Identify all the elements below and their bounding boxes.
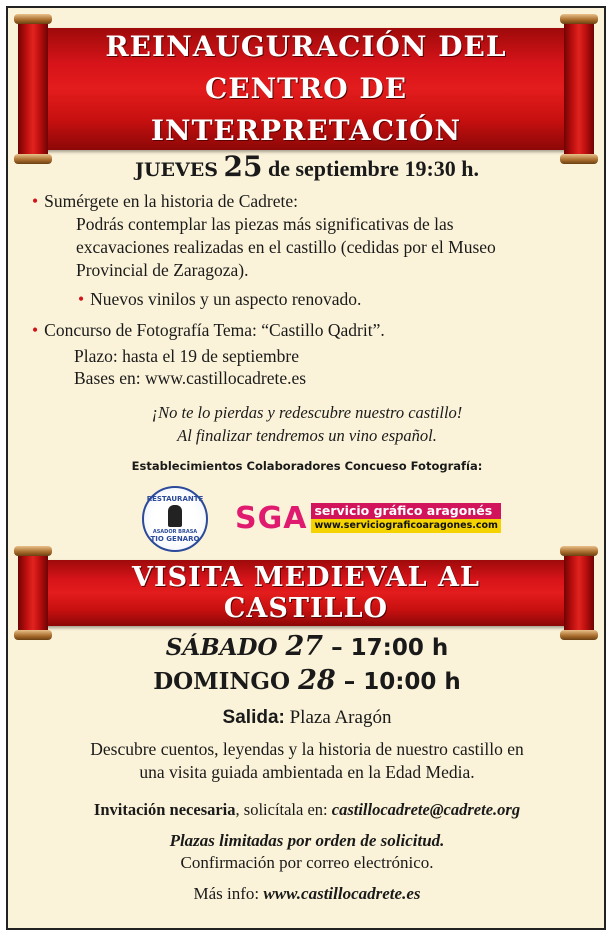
sga-short: SGA — [235, 500, 308, 536]
sat-time: – 17:00 h — [331, 635, 449, 661]
banner-title — [48, 18, 564, 160]
rest-bottom: TIO GENARO — [150, 535, 200, 543]
scroll-right — [564, 550, 594, 636]
banner2-title: VISITA MEDIEVAL AL CASTILLO — [132, 562, 480, 624]
sat-label: SÁBADO — [165, 634, 278, 661]
sunday-schedule — [0, 665, 614, 696]
bullet-vinilos: • Nuevos vinilos y un aspecto renovado. — [78, 288, 361, 311]
plazo: Plazo: hasta el 19 de septiembre — [74, 346, 299, 366]
event1-time: 19:30 h. — [404, 156, 479, 181]
sun-time: – 10:00 h — [343, 669, 461, 695]
scroll-left — [18, 18, 48, 160]
website-link[interactable]: www.castillocadrete.es — [263, 884, 421, 903]
invitacion-text: , solicítala en: — [235, 800, 332, 819]
chef-figure-icon — [168, 505, 182, 527]
email-link[interactable]: castillocadrete@cadrete.org — [331, 800, 521, 819]
scroll-left — [18, 550, 48, 636]
sun-num: 28 — [298, 665, 336, 696]
desc-line-1: Podrás contemplar las piezas más significativas de las — [76, 214, 454, 234]
bullet-concurso: • Concurso de Fotografía Tema: “Castillo Qadrit”. — [32, 319, 385, 342]
event1-day: JUEVES — [135, 159, 218, 181]
slogan-2: Al finalizar tendremos un vino español. — [177, 426, 437, 445]
saturday-schedule — [0, 631, 614, 662]
scroll-right — [564, 18, 594, 160]
banner-line-1: REINAUGURACIÓN DEL — [105, 30, 507, 63]
rest-top: RESTAURANTE — [146, 495, 204, 503]
mas-info — [0, 884, 614, 904]
desc-line-2: excavaciones realizadas en el castillo (cedidas por el Museo — [76, 237, 496, 257]
salida-label: Salida: — [222, 707, 285, 728]
confirmacion: Confirmación por correo electrónico. — [180, 853, 434, 872]
banner-title — [48, 550, 564, 636]
plazas-limitadas: Plazas limitadas por orden de solicitud. — [169, 831, 445, 850]
sat-num: 27 — [285, 631, 324, 662]
restaurante-logo — [142, 486, 208, 552]
banner-reinauguracion — [8, 18, 604, 160]
event1-month: de septiembre — [267, 156, 399, 181]
event1-date — [0, 150, 614, 183]
event1-daynum: 25 — [223, 150, 263, 183]
invitacion — [0, 800, 614, 820]
banner-visita — [8, 550, 604, 636]
sga-url: www.serviciograficoaragones.com — [311, 519, 500, 533]
establecimientos-label: Establecimientos Colaboradores Concueso Fotografía: — [131, 459, 483, 473]
bullet-sumergete: • Sumérgete en la historia de Cadrete: — [32, 190, 298, 213]
salida-value: Plaza Aragón — [289, 707, 392, 728]
visit-desc-1: Descubre cuentos, leyendas y la historia de nuestro castillo en — [90, 739, 524, 759]
sga-name: servicio gráfico aragonés — [311, 503, 500, 519]
banner-line-2: CENTRO DE INTERPRETACIÓN — [150, 72, 462, 147]
sun-label: DOMINGO — [153, 668, 291, 695]
bases: Bases en: www.castillocadrete.es — [74, 368, 307, 388]
sga-logo — [235, 498, 501, 538]
desc-line-3: Provincial de Zaragoza). — [76, 260, 249, 280]
slogan-1: ¡No te lo pierdas y redescubre nuestro castillo! — [151, 403, 463, 422]
rest-mid: ASADOR BRASA — [152, 529, 198, 535]
mas-info-label: Más info: — [193, 884, 264, 903]
invitacion-label: Invitación necesaria — [93, 800, 236, 819]
visit-desc-2: una visita guiada ambientada en la Edad Media. — [139, 762, 475, 782]
salida — [0, 707, 614, 729]
